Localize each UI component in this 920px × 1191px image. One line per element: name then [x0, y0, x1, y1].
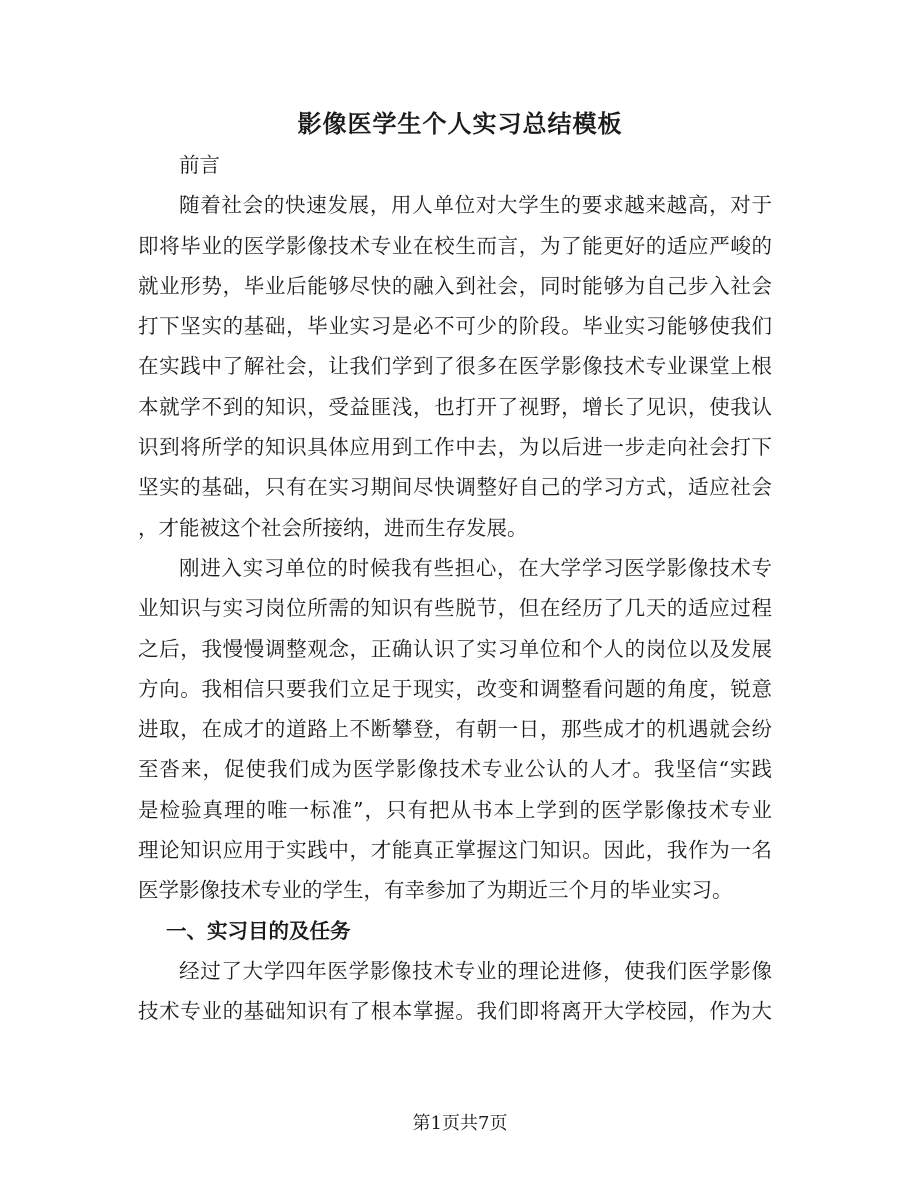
paragraph-line: 在实践中了解社会，让我们学到了很多在医学影像技术专业课堂上根 — [138, 354, 772, 379]
document-title: 影像医学生个人实习总结模板 — [297, 109, 623, 138]
paragraph-line: ，才能被这个社会所接纳，进而生存发展。 — [138, 515, 528, 540]
paragraph-line: 就业形势，毕业后能够尽快的融入到社会，同时能够为自己步入社会 — [138, 273, 772, 298]
paragraph-line: 技术专业的基础知识有了根本掌握。我们即将离开大学校园，作为大 — [138, 999, 772, 1024]
paragraph-line: 本就学不到的知识，受益匪浅，也打开了视野，增长了见识，使我认 — [138, 394, 772, 419]
paragraph-line: 进取，在成才的道路上不断攀登，有朝一日，那些成才的机遇就会纷 — [138, 717, 772, 742]
paragraph-line: 打下坚实的基础，毕业实习是必不可少的阶段。毕业实习能够使我们 — [138, 314, 772, 339]
paragraph-line: 识到将所学的知识具体应用到工作中去，为以后进一步走向社会打下 — [138, 435, 772, 460]
section-heading: 一、实习目的及任务 — [166, 918, 351, 943]
paragraph-3 — [138, 951, 772, 1032]
paragraph-line: 随着社会的快速发展，用人单位对大学生的要求越来越高，对于 — [179, 193, 772, 218]
paragraph-line: 坚实的基础，只有在实习期间尽快调整好自己的学习方式，适应社会 — [138, 475, 772, 500]
paragraph-line: 之后，我慢慢调整观念，正确认识了实习单位和个人的岗位以及发展 — [138, 636, 772, 661]
paragraph-2 — [138, 548, 772, 911]
paragraph-line: 刚进入实习单位的时候我有些担心，在大学学习医学影像技术专 — [179, 555, 772, 580]
paragraph-line: 理论知识应用于实践中，才能真正掌握这门知识。因此，我作为一名 — [138, 838, 772, 863]
paragraph-line: 医学影像技术专业的学生，有幸参加了为期近三个月的毕业实习。 — [138, 878, 733, 903]
paragraph-1 — [138, 185, 772, 548]
preface-label: 前言 — [179, 153, 220, 177]
page-indicator: 第1页共7页 — [412, 1113, 508, 1134]
paragraph-line: 至沓来，促使我们成为医学影像技术专业公认的人才。我坚信“实践 — [138, 757, 772, 782]
paragraph-line: 经过了大学四年医学影像技术专业的理论进修，使我们医学影像 — [179, 958, 772, 983]
paragraph-line: 即将毕业的医学影像技术专业在校生而言，为了能更好的适应严峻的 — [138, 233, 772, 258]
document-body — [138, 145, 772, 1032]
paragraph-line: 方向。我相信只要我们立足于现实，改变和调整看问题的角度，锐意 — [138, 676, 772, 701]
paragraph-line: 是检验真理的唯一标准”，只有把从书本上学到的医学影像技术专业 — [138, 797, 772, 822]
paragraph-line: 业知识与实习岗位所需的知识有些脱节，但在经历了几天的适应过程 — [138, 596, 772, 621]
